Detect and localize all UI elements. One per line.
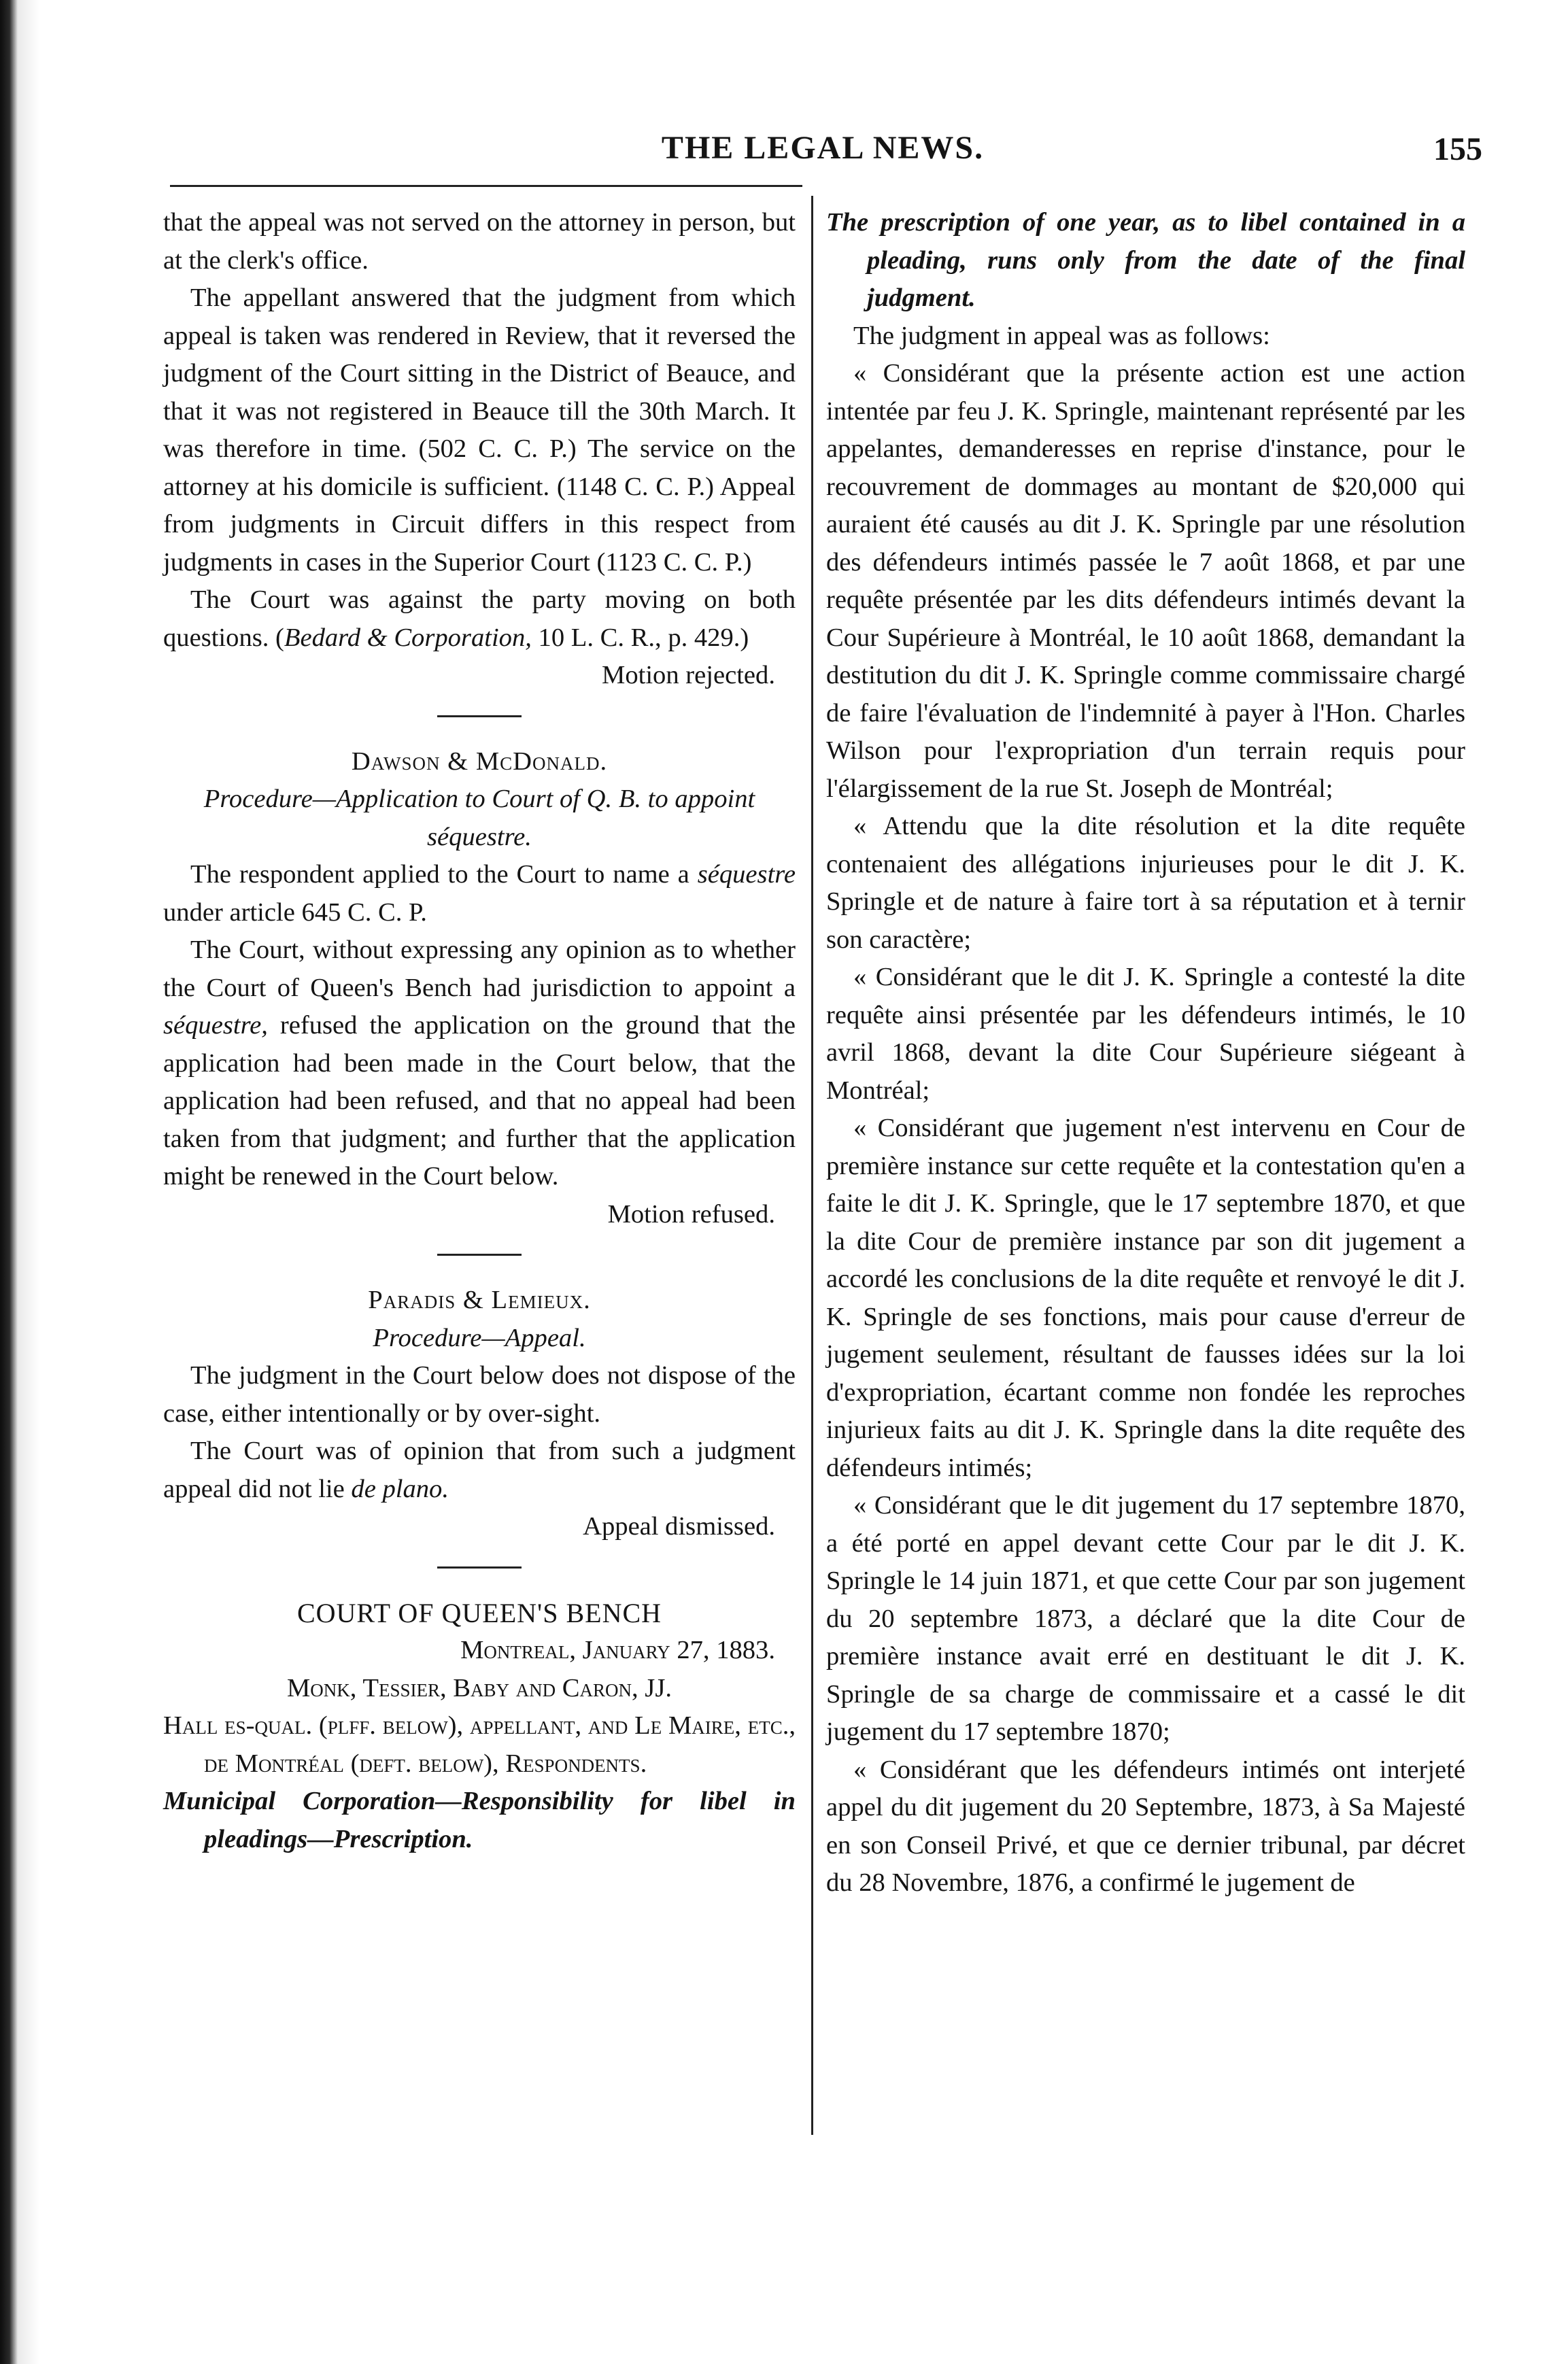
section-rule <box>437 1566 522 1569</box>
section-heading: COURT OF QUEEN'S BENCH <box>296 1597 662 1628</box>
paragraph <box>163 581 796 657</box>
text-run: The Court was of opinion that from such a judgment appeal did not lie <box>163 1437 796 1503</box>
paragraph: « Considérant que jugement n'est intervenu en Cour de première instance sur cette requête et la contestation qu'en a faite le dit J. K. Springle, que le 17 septembre 1870, et que la dite Cour de première instance par son dit jugement a accordé les conclusions de la dite requête et renvoyé le dit J. K. Springle de ses fonctions, mais pour cause d'erreur de jugement seulement, résultant de fausses idées sur la loi d'expropriation, écartant comme non fondée les reproches injurieux faits au dit J. K. Springle dans la dite requête des défendeurs intimés; <box>826 1114 1465 1482</box>
case-title: Dawson & McDonald. <box>351 747 608 776</box>
header-rule <box>170 185 802 187</box>
text-run: The Court, without expressing any opinion as to whether the Court of Queen's Bench had jurisdiction to appoint a <box>163 936 796 1002</box>
dateline: Montreal, January 27, 1883. <box>460 1636 775 1664</box>
disposition: Motion rejected. <box>602 661 775 689</box>
case-title: Paradis & Lemieux. <box>368 1286 591 1314</box>
case-subject: Municipal Corporation—Responsibility for libel in pleadings—Prescription. <box>163 1787 796 1853</box>
paragraph: « Attendu que la dite résolution et la dite requête contenaient des allégations injurieuses pour le dit J. K. Springle et de nature à faire tort à sa réputation et à ternir son caractère; <box>826 812 1465 954</box>
column-divider <box>811 196 813 2135</box>
paragraph: that the appeal was not served on the attorney in person, but at the clerk's office. <box>163 208 796 275</box>
text-run: under article 645 C. C. P. <box>163 897 427 927</box>
text-run: refused the application on the ground that the application had been made in the Court below, that the application had been refused, and that no appeal had been taken from that judgment; and further that the application might be renewed in the Court below. <box>163 1011 796 1190</box>
paragraph: « Considérant que le dit jugement du 17 septembre 1870, a été porté en appel devant cette Cour par le dit J. K. Springle le 14 juin 1871, et que cette Cour par son jugement du 20 septembre 1873, a déclaré que la dite Cour de première instance avait erré en destituant le dit J. K. Springle de sa charge de commissaire et a cassé le dit jugement du 17 septembre 1870; <box>826 1491 1465 1746</box>
paragraph: The judgment in the Court below does not dispose of the case, either intentionally or by over-sight. <box>163 1361 796 1428</box>
case-subject: Procedure—Appeal. <box>373 1323 586 1352</box>
paragraph: The appellant answered that the judgment from which appeal is taken was rendered in Review, that it reversed the judgment of the Court sitting in the District of Beauce, and that it was not registered in Beauce till the 30th March. It was therefore in time. (502 C. C. P.) The service on the attorney at his domicile is sufficient. (1148 C. C. P.) Appeal from judgments in Circuit differs in this respect from judgments in cases in the Superior Court (1123 C. C. P.) <box>163 284 796 577</box>
paragraph: The judgment in appeal was as follows: <box>853 321 1270 350</box>
text-run: The respondent applied to the Court to name a <box>190 860 698 889</box>
paragraph: « Considérant que la présente action est une action intentée par feu J. K. Springle, maintenant représenté par les appelantes, demanderesses en reprise d'instance, pour le recouvrement de dommages au montant de $20,000 qui auraient été causés au dit J. K. Springle par une résolution des défendeurs intimés passée le 7 août 1868, et par une requête présentée par les dits défendeurs intimés devant la Cour Supérieure à Montréal, le 10 août 1868, demandant la destitution du dit J. K. Springle comme commissaire chargé de faire l'évaluation de l'indemnité à payer à l'Hon. Charles Wilson pour l'expropriation d'un terrain requis pour l'élargissement de la rue St. Joseph de Montréal; <box>826 359 1465 803</box>
paragraph <box>163 1433 796 1508</box>
paragraph <box>163 856 796 931</box>
section-rule <box>437 1254 522 1256</box>
headnote: The prescription of one year, as to libel contained in a pleading, runs only from the date of the final judgment. <box>826 208 1465 312</box>
italic-term: séquestre <box>697 860 796 889</box>
right-column <box>826 204 1465 1902</box>
page-number: 155 <box>1433 131 1482 167</box>
case-citation: Bedard & Corporation, <box>284 623 532 652</box>
left-column <box>163 204 796 1858</box>
text-run: 10 L. C. R., p. 429.) <box>531 623 749 652</box>
judges: Monk, Tessier, Baby and Caron, JJ. <box>287 1673 672 1702</box>
paragraph <box>163 931 796 1196</box>
case-parties: Hall es-qual. (plff. below), appellant, and Le Maire, etc., de Montréal (deft. below), Respondents. <box>163 1711 796 1778</box>
disposition: Motion refused. <box>607 1199 775 1229</box>
disposition: Appeal dismissed. <box>583 1512 775 1541</box>
running-title: THE LEGAL NEWS. <box>661 130 985 166</box>
page-binding-edge <box>0 0 39 2364</box>
italic-term: séquestre, <box>163 1011 268 1040</box>
section-rule <box>437 715 522 717</box>
page-header <box>163 116 1482 177</box>
italic-term: de plano. <box>351 1474 449 1503</box>
text-run: The Court was against the party moving on both questions. ( <box>163 585 796 652</box>
paragraph: « Considérant que le dit J. K. Springle a contesté la dite requête ainsi présentée par les défendeurs intimés, le 10 avril 1868, devant la dite Cour Supérieure siégeant à Montréal; <box>826 963 1465 1105</box>
case-subject: Procedure—Application to Court of Q. B. to appoint séquestre. <box>203 785 755 851</box>
paragraph: « Considérant que les défendeurs intimés ont interjeté appel du dit jugement du 20 Septembre, 1873, à Sa Majesté en son Conseil Privé, et que ce dernier tribunal, par décret du 28 Novembre, 1876, a confirmé le jugement de <box>826 1755 1465 1897</box>
